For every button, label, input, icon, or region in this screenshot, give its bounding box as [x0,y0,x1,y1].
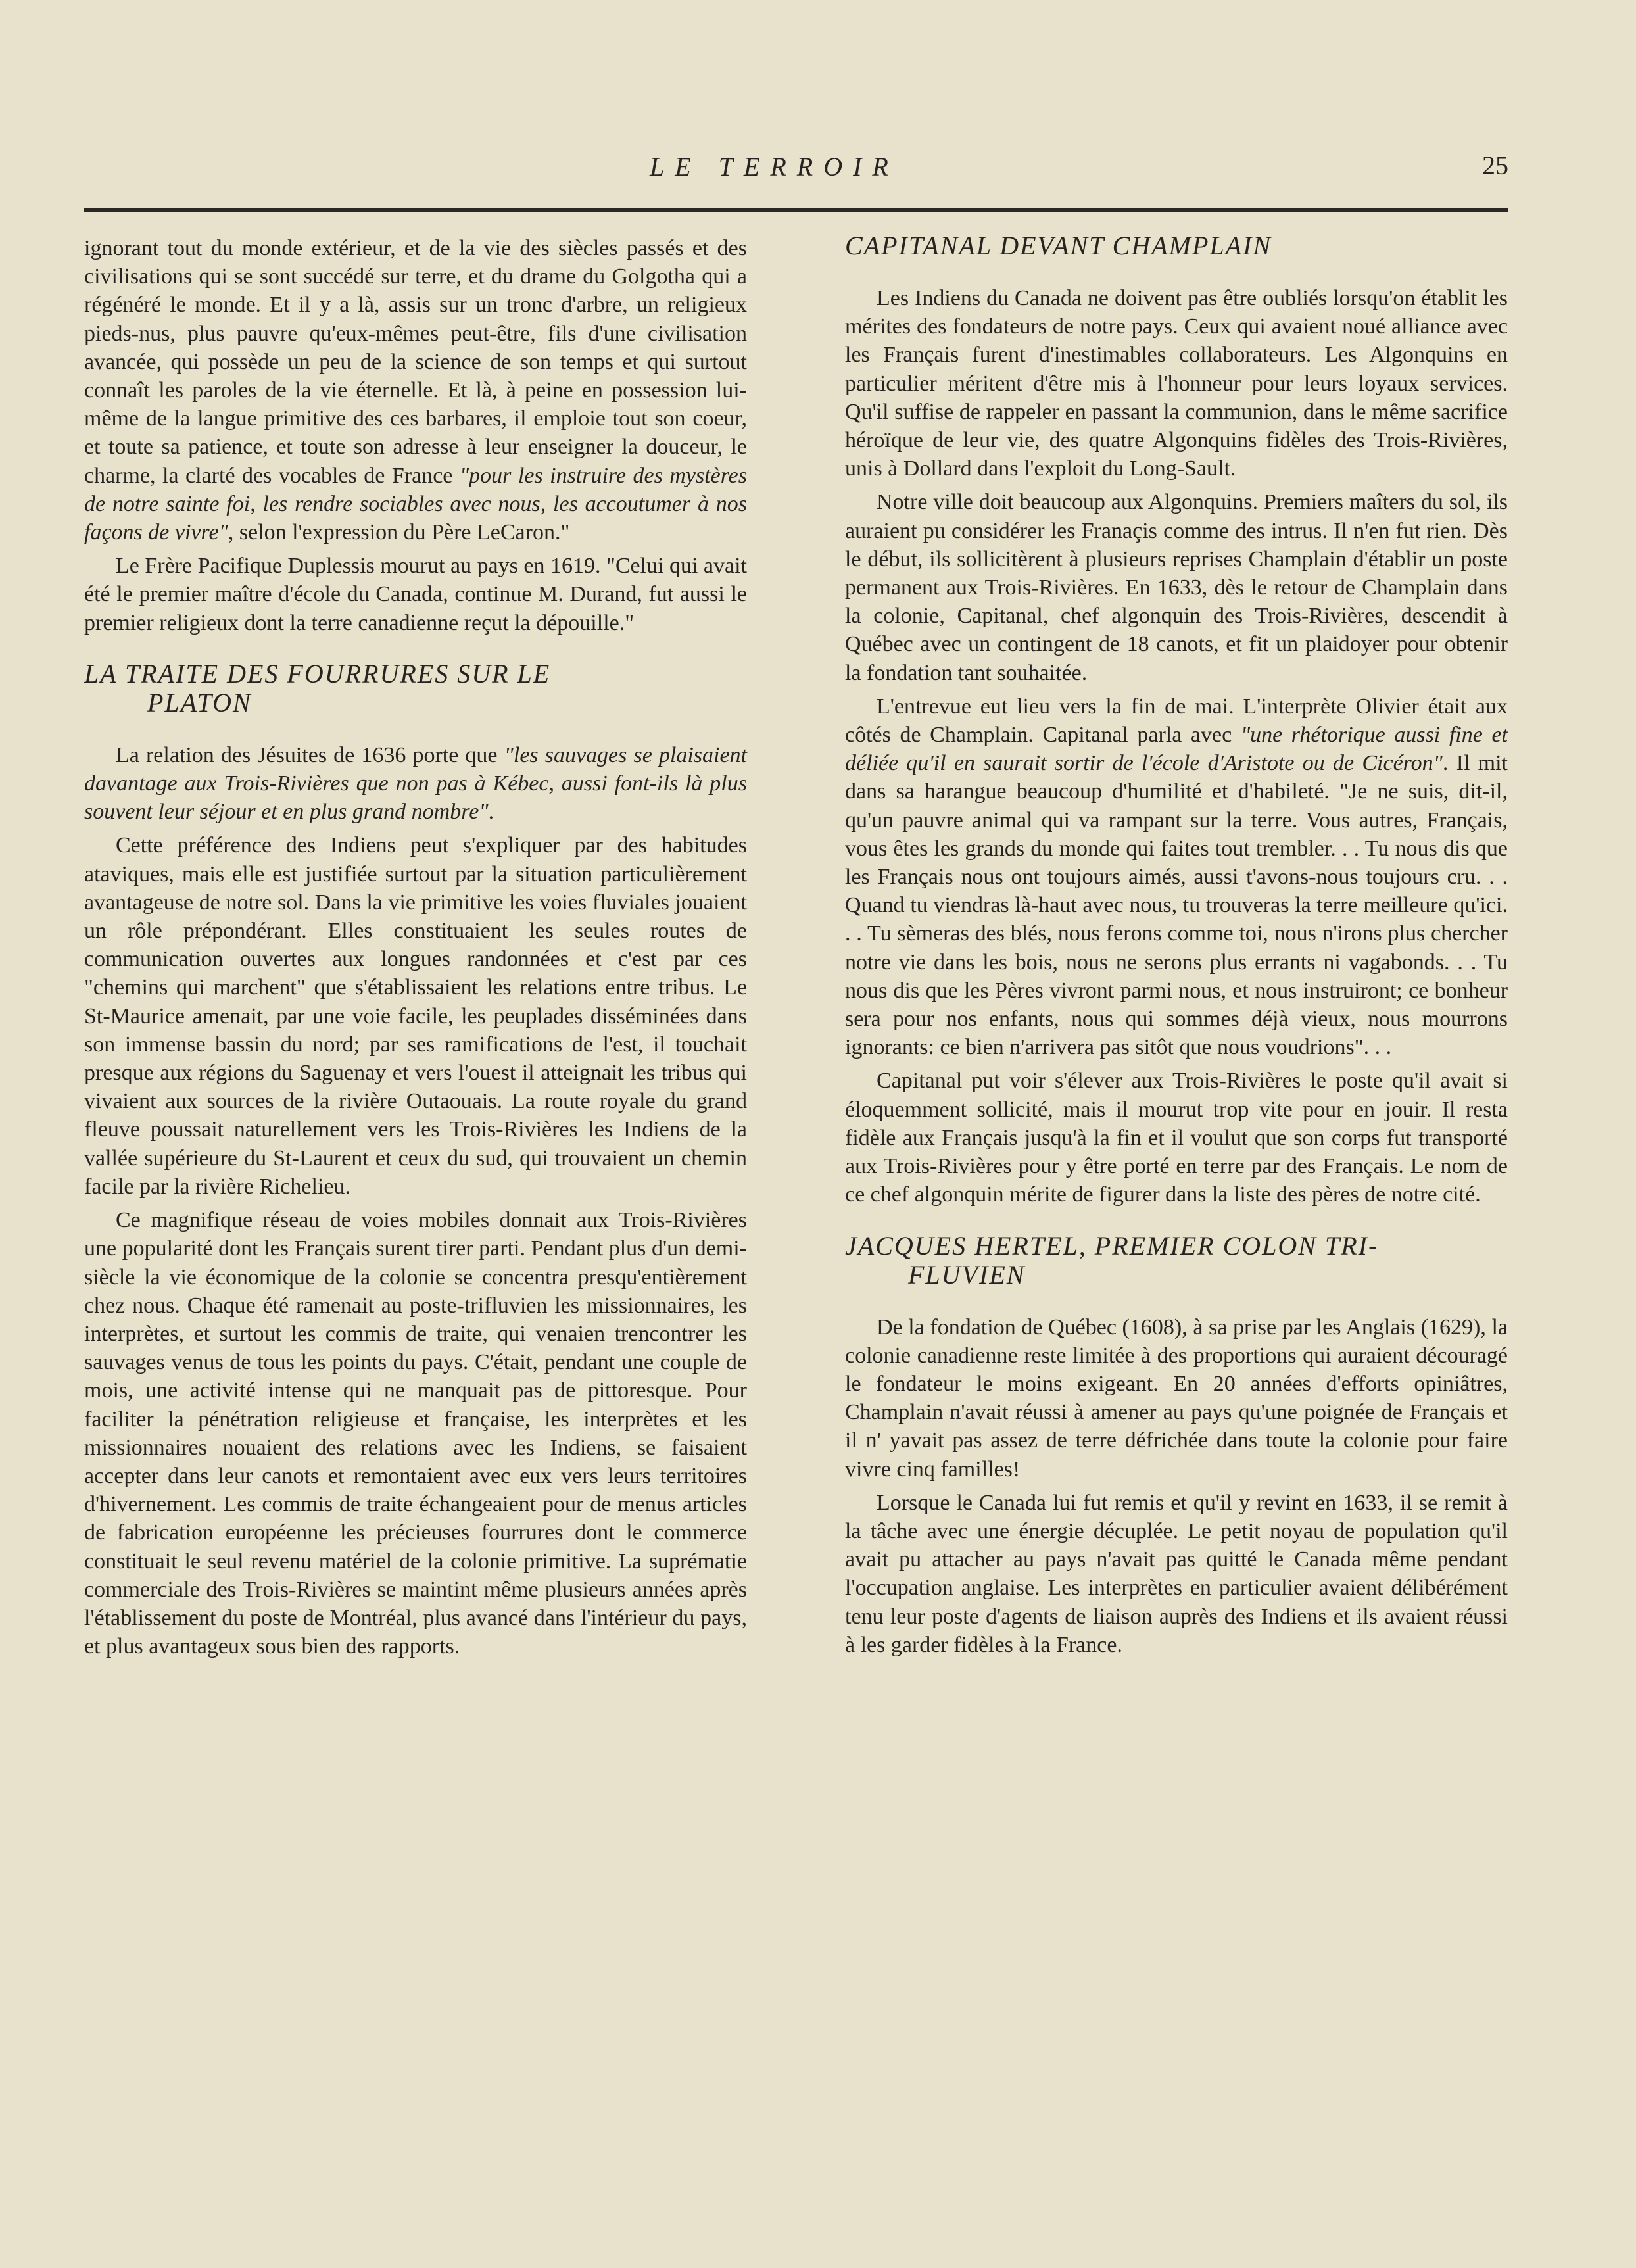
section-heading: LA TRAITE DES FOURRURES SUR LE PLATON [84,658,551,717]
paragraph: L'entrevue eut lieu vers la fin de mai. L'interprète Olivier était aux côtés de Champlain. Capitanal parla avec "une rhétorique aussi fine et déliée qu'il en saurait sortir de l'école d'Aristote ou de Cicéron". Il mit dans sa harangue beaucoup d'humilité et d'habileté. "Je ne suis, dit-il, qu'un pauvre animal qui va rampant sur la terre. Vous autres, Français, vous êtes les grands du monde qui faites tout trembler. . . Tu nous dis que les Français nous ont toujours aimés, aussi t'avons-nous toujours cru. . . Quand tu viendras là-haut avec nous, tu trouveras la terre meilleure qu'ici. . . Tu sèmeras des blés, nous ferons comme toi, nous n'irons plus chercher notre vie dans les bois, nous ne serons plus errants ni vagabonds. . . Tu nous dis que les Pères vivront parmi nous, et nous instruiront; ce bonheur sera pour nos enfants, nous qui sommes déjà vieux, nous mourrons ignorants: ce bien n'arrivera pas sitôt que nous voudrions". . . [845,694,1508,1060]
page-header [84,143,1508,189]
paragraph: La relation des Jésuites de 1636 porte que "les sauvages se plaisaient davantage aux Trois-Rivières que non pas à Kébec, aussi font-ils là plus souvent leur séjour et en plus grand nombre". [84,742,747,825]
running-title: LE TERROIR [650,152,899,181]
paragraph: ignorant tout du monde extérieur, et de la vie des siècles passés et des civilisations qui se sont succédé sur terre, et du drame du Golgotha qui a régénéré le monde. Et il y a là, assis sur un tronc d'arbre, un religieux pieds-nus, plus pauvre qu'eux-mêmes peut-être, fils d'une civilisation avancée, qui possède un peu de la science de son temps et qui surtout connaît les paroles de la vie éternelle. Et là, à peine en possession lui-même de la langue primitive des ces barbares, il emploie tout son coeur, et toute sa patience, et toute son adresse à leur enseigner la douceur, le charme, la clarté des vocables de France "pour les instruire des mystères de notre sainte foi, les rendre sociables avec nous, les accoutumer à nos façons de vivre", selon l'expression du Père LeCaron." [84,236,748,545]
paragraph: Lorsque le Canada lui fut remis et qu'il y revint en 1633, il se remit à la tâche avec une énergie décuplée. Le petit noyau de population qu'il avait pu attacher au pays n'avait pas quitté le Canada même pendant l'occupation anglaise. Les interprètes en particulier avaient délibérément tenu leur poste d'agents de liaison auprès des Indiens et ils avaient réussi à les garder fidèles à la France. [845,1490,1508,1657]
left-column [84,234,747,1666]
paragraph: De la fondation de Québec (1608), à sa prise par les Anglais (1629), la colonie canadienne reste limitée à des proportions qui auraient découragé le fondateur le moins exigeant. En 20 années d'efforts opiniâtres, Champlain n'avait réussi à amener au pays qu'une poignée de Français et il n' yavait pas assez de terre défrichée dans toute la colonie pour faire vivre cinq familles! [845,1315,1508,1482]
paragraph: Les Indiens du Canada ne doivent pas être oubliés lorsqu'on établit les mérites des fondateurs de notre pays. Ceux qui avaient noué alliance avec les Français furent d'inestimables collaborateurs. Les Algonquins en particulier méritent d'être mis à l'honneur pour leurs loyaux services. Qu'il suffise de rappeler en passant la communion, dans le même sacrifice héroïque de leur vie, des quatre Algonquins fidèles des Trois-Rivières, unis à Dollard dans l'exploit du Long-Sault. [845,286,1508,481]
section-heading: CAPITANAL DEVANT CHAMPLAIN [845,231,1272,260]
paragraph: Le Frère Pacifique Duplessis mourut au pays en 1619. "Celui qui avait été le premier maître d'école du Canada, continue M. Durand, fut aussi le premier religieux dont la terre canadienne reçut la dépouille." [84,554,748,635]
right-column [845,231,1508,1664]
paragraph: Notre ville doit beaucoup aux Algonquins. Premiers maîters du sol, ils auraient pu considérer les Franaçis comme des intrus. Il n'en fut rien. Dès le début, ils sollicitèrent à plusieurs reprises Champlain d'établir un poste permanent aux Trois-Rivières. En 1633, dès le retour de Champlain dans la colonie, Capitanal, chef algonquin des Trois-Rivières, descendit à Québec avec un contingent de 18 canots, et fit un plaidoyer pour obtenir la fondation tant souhaitée. [845,490,1508,685]
section-heading: JACQUES HERTEL, PREMIER COLON TRI- FLUVIEN [845,1230,1379,1290]
header-rule [84,208,1508,212]
paragraph: Ce magnifique réseau de voies mobiles donnait aux Trois-Rivières une popularité dont les Français surent tirer parti. Pendant plus d'un demi-siècle la vie économique de la colonie se concentra presqu'entièrement chez nous. Chaque été ramenait au poste-trifluvien les missionnaires, les interprètes, et surtout les commis de traite, qui venaien trencontrer les sauvages venus de tous les points du pays. C'était, pendant une couple de mois, une activité intense qui ne manquait pas de pittoresque. Pour faciliter la pénétration religieuse et française, les interprètes et les missionnaires nouaient des relations avec les Indiens, se faisaient accepter dans leur canots et remontaient avec eux vers leurs territoires d'hivernement. Les commis de traite échangeaient pour de menus articles de fabrication européenne les précieuses fourrures dont le commerce constituait le seul revenu matériel de la colonie primitive. La suprématie commerciale des Trois-Rivières se maintint même plusieurs années après l'établissement du poste de Montréal, plus avancé dans l'intérieur du pays, et plus avantageux sous bien des rapports. [84,1208,747,1659]
paragraph: Capitanal put voir s'élever aux Trois-Rivières le poste qu'il avait si éloquemment sollicité, mais il mourut trop vite pour en jouir. Il resta fidèle aux Français jusqu'à la fin et il voulut que son corps fut transporté aux Trois-Rivières pour y être porté en terre par des Français. Le nom de ce chef algonquin mérite de figurer dans la liste des pères de notre cité. [845,1069,1508,1207]
page-number: 25 [1482,151,1508,180]
paragraph: Cette préférence des Indiens peut s'expliquer par des habitudes ataviques, mais elle est justifiée surtout par la situation particulièrement avantageuse de notre sol. Dans la vie primitive les voies fluviales jouaient un rôle prépondérant. Elles constituaient les seules routes de communication ouvertes aux longues randonnées et c'est par ces "chemins qui marchent" que s'établissaient les relations entre tribus. Le St-Maurice amenait, par une voie facile, les peuplades disséminées dans son immense bassin du nord; par ses ramifications de l'est, il touchait presque aux régions du Saguenay et vers l'ouest il atteignait les tribus qui vivaient aux sources de la rivière Outaouais. La route royale du grand fleuve poussait naturellement vers les Trois-Rivières les Indiens de la vallée supérieure du St-Laurent et ceux du sud, qui trouvaient un chemin facile par la rivière Richelieu. [84,833,747,1199]
